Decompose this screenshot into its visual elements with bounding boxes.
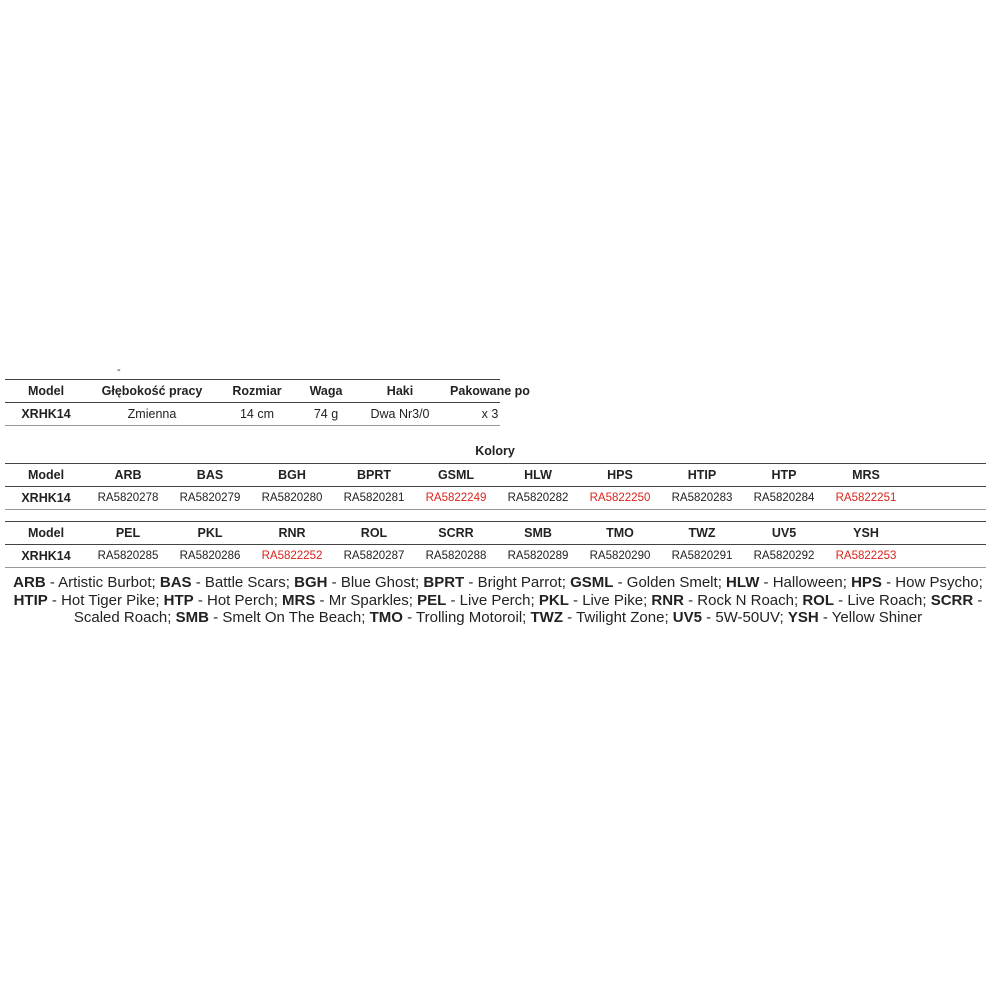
legend-name: Mr Sparkles	[328, 591, 409, 609]
colors-title: Kolory	[475, 444, 515, 458]
specs-weight: 74 g	[313, 407, 339, 421]
specs-header-depth: Głębokość pracy	[101, 384, 203, 398]
color-code: MRS	[852, 468, 880, 482]
legend-name: Yellow Shiner	[831, 609, 923, 626]
color-header-model: Model	[27, 526, 65, 540]
catalog-number: RA5820290	[589, 550, 651, 562]
color-code: HTIP	[687, 468, 717, 482]
legend-name: Battle Scars	[204, 574, 286, 591]
color-code: TMO	[606, 526, 634, 540]
catalog-number: RA5820287	[343, 550, 405, 562]
color-code: BPRT	[356, 468, 392, 482]
legend-code: BPRT	[423, 574, 465, 591]
legend-name: Hot Tiger Pike	[61, 591, 156, 609]
catalog-number: RA5820278	[97, 492, 159, 504]
color-model: XRHK14	[21, 549, 71, 563]
specs-table	[5, 379, 530, 426]
color-code: RNR	[278, 526, 306, 540]
color-code: ARB	[114, 468, 142, 482]
legend-name: Bright Parrot	[477, 574, 562, 591]
legend-name: Live Roach	[847, 591, 923, 609]
catalog-number: RA5820284	[753, 492, 815, 504]
legend-name: Live Perch	[459, 591, 531, 609]
color-code: SMB	[524, 526, 552, 540]
color-code: UV5	[771, 526, 797, 540]
color-code: PEL	[115, 526, 141, 540]
legend-name: How Psycho	[895, 574, 979, 591]
legend-name: Golden Smelt	[626, 574, 718, 591]
specs-header-hooks: Haki	[386, 384, 414, 398]
legend-code: ROL	[802, 591, 834, 609]
specs-hooks: Dwa Nr3/0	[370, 407, 430, 421]
color-table-2	[5, 521, 986, 568]
catalog-number: RA5820289	[507, 550, 569, 562]
color-code: PKL	[197, 526, 223, 540]
color-code: SCRR	[438, 526, 474, 540]
catalog-number: RA5820285	[97, 550, 159, 562]
specs-depth: Zmienna	[127, 407, 177, 421]
legend-code: HTP	[163, 591, 194, 609]
color-code: HLW	[524, 468, 552, 482]
legend-name: Rock N Roach	[697, 591, 794, 609]
specs-header-size: Rozmiar	[232, 384, 282, 398]
catalog-number: RA5822249	[425, 492, 487, 504]
catalog-number: RA5820280	[261, 492, 323, 504]
legend-code: TMO	[369, 609, 403, 626]
legend-code: HLW	[726, 574, 760, 591]
color-code: GSML	[437, 468, 475, 482]
specs-data-row	[5, 403, 500, 426]
catalog-number: RA5820286	[179, 550, 241, 562]
catalog-number: RA5822250	[589, 492, 651, 504]
specs-model: XRHK14	[21, 407, 71, 421]
legend-code: SCRR	[930, 591, 974, 609]
catalog-number: RA5820282	[507, 492, 569, 504]
legend-name: Smelt On The Beach	[222, 609, 362, 626]
legend-code: UV5	[672, 609, 702, 626]
color-table-header-row	[5, 521, 986, 545]
legend-code: GSML	[570, 574, 614, 591]
color-header-model: Model	[27, 468, 65, 482]
legend-name: Scaled Roach	[73, 609, 168, 626]
specs-header-weight: Waga	[309, 384, 343, 398]
legend-name: 5W-50UV	[715, 609, 780, 626]
separator-dash: -	[117, 364, 121, 376]
color-code: TWZ	[688, 526, 716, 540]
legend-name: Artistic Burbot	[58, 574, 152, 591]
legend-name: Blue Ghost	[340, 574, 416, 591]
color-table-data-row	[5, 545, 986, 568]
legend-code: RNR	[651, 591, 684, 609]
specs-header-model: Model	[27, 384, 65, 398]
catalog-number: RA5820291	[671, 550, 733, 562]
catalog-number: RA5820279	[179, 492, 241, 504]
legend-code: ARB	[13, 574, 46, 591]
catalog-number: RA5820292	[753, 550, 815, 562]
legend-code: SMB	[175, 609, 209, 626]
color-code: HPS	[607, 468, 633, 482]
catalog-number: RA5820281	[343, 492, 405, 504]
color-table-1	[5, 463, 986, 510]
legend-name: Live Pike	[582, 591, 644, 609]
legend-code: BAS	[159, 574, 192, 591]
legend-code: HPS	[851, 574, 882, 591]
color-code: ROL	[360, 526, 388, 540]
legend-code: MRS	[282, 591, 316, 609]
legend-name: Twilight Zone	[576, 609, 665, 626]
legend-name: Halloween	[772, 574, 843, 591]
catalog-number: RA5822252	[261, 550, 323, 562]
catalog-number: RA5822253	[835, 550, 897, 562]
legend-name: Trolling Motoroil	[416, 609, 523, 626]
legend-code: TWZ	[530, 609, 563, 626]
color-table-header-row	[5, 463, 986, 487]
specs-pack: x 3	[481, 407, 499, 421]
legend-code: PKL	[538, 591, 569, 609]
legend-code: YSH	[787, 609, 819, 626]
color-model: XRHK14	[21, 491, 71, 505]
color-code: BGH	[278, 468, 306, 482]
catalog-number: RA5822251	[835, 492, 897, 504]
color-code: BAS	[196, 468, 224, 482]
catalog-number: RA5820288	[425, 550, 487, 562]
legend-code: PEL	[417, 591, 447, 609]
color-legend: ARB - Artistic Burbot; BAS - Battle Scars; BGH - Blue Ghost; BPRT - Bright Parrot; GSML - Golden Smelt; HLW - Halloween; HPS - How Psycho; HTIP - Hot Tiger Pike; HTP - Hot Perch; MRS - Mr Sparkles; PEL - Live Perch; PKL - Live Pike; RNR - Rock N Roach; ROL - Live Roach; SCRR - Scaled Roach; SMB - Smelt On The Beach; TMO - Trolling Motoroil; TWZ - Twilight Zone; UV5 - 5W-50UV; YSH - Yellow Shiner	[13, 574, 983, 626]
specs-header-row	[5, 379, 530, 403]
legend-code: BGH	[294, 574, 328, 591]
specs-size: 14 cm	[239, 407, 275, 421]
specs-header-pack: Pakowane po	[450, 384, 530, 398]
catalog-number: RA5820283	[671, 492, 733, 504]
color-code: HTP	[771, 468, 797, 482]
color-code: YSH	[853, 526, 879, 540]
color-table-data-row	[5, 487, 986, 510]
legend-code: HTIP	[13, 591, 48, 609]
legend-name: Hot Perch	[207, 591, 274, 609]
